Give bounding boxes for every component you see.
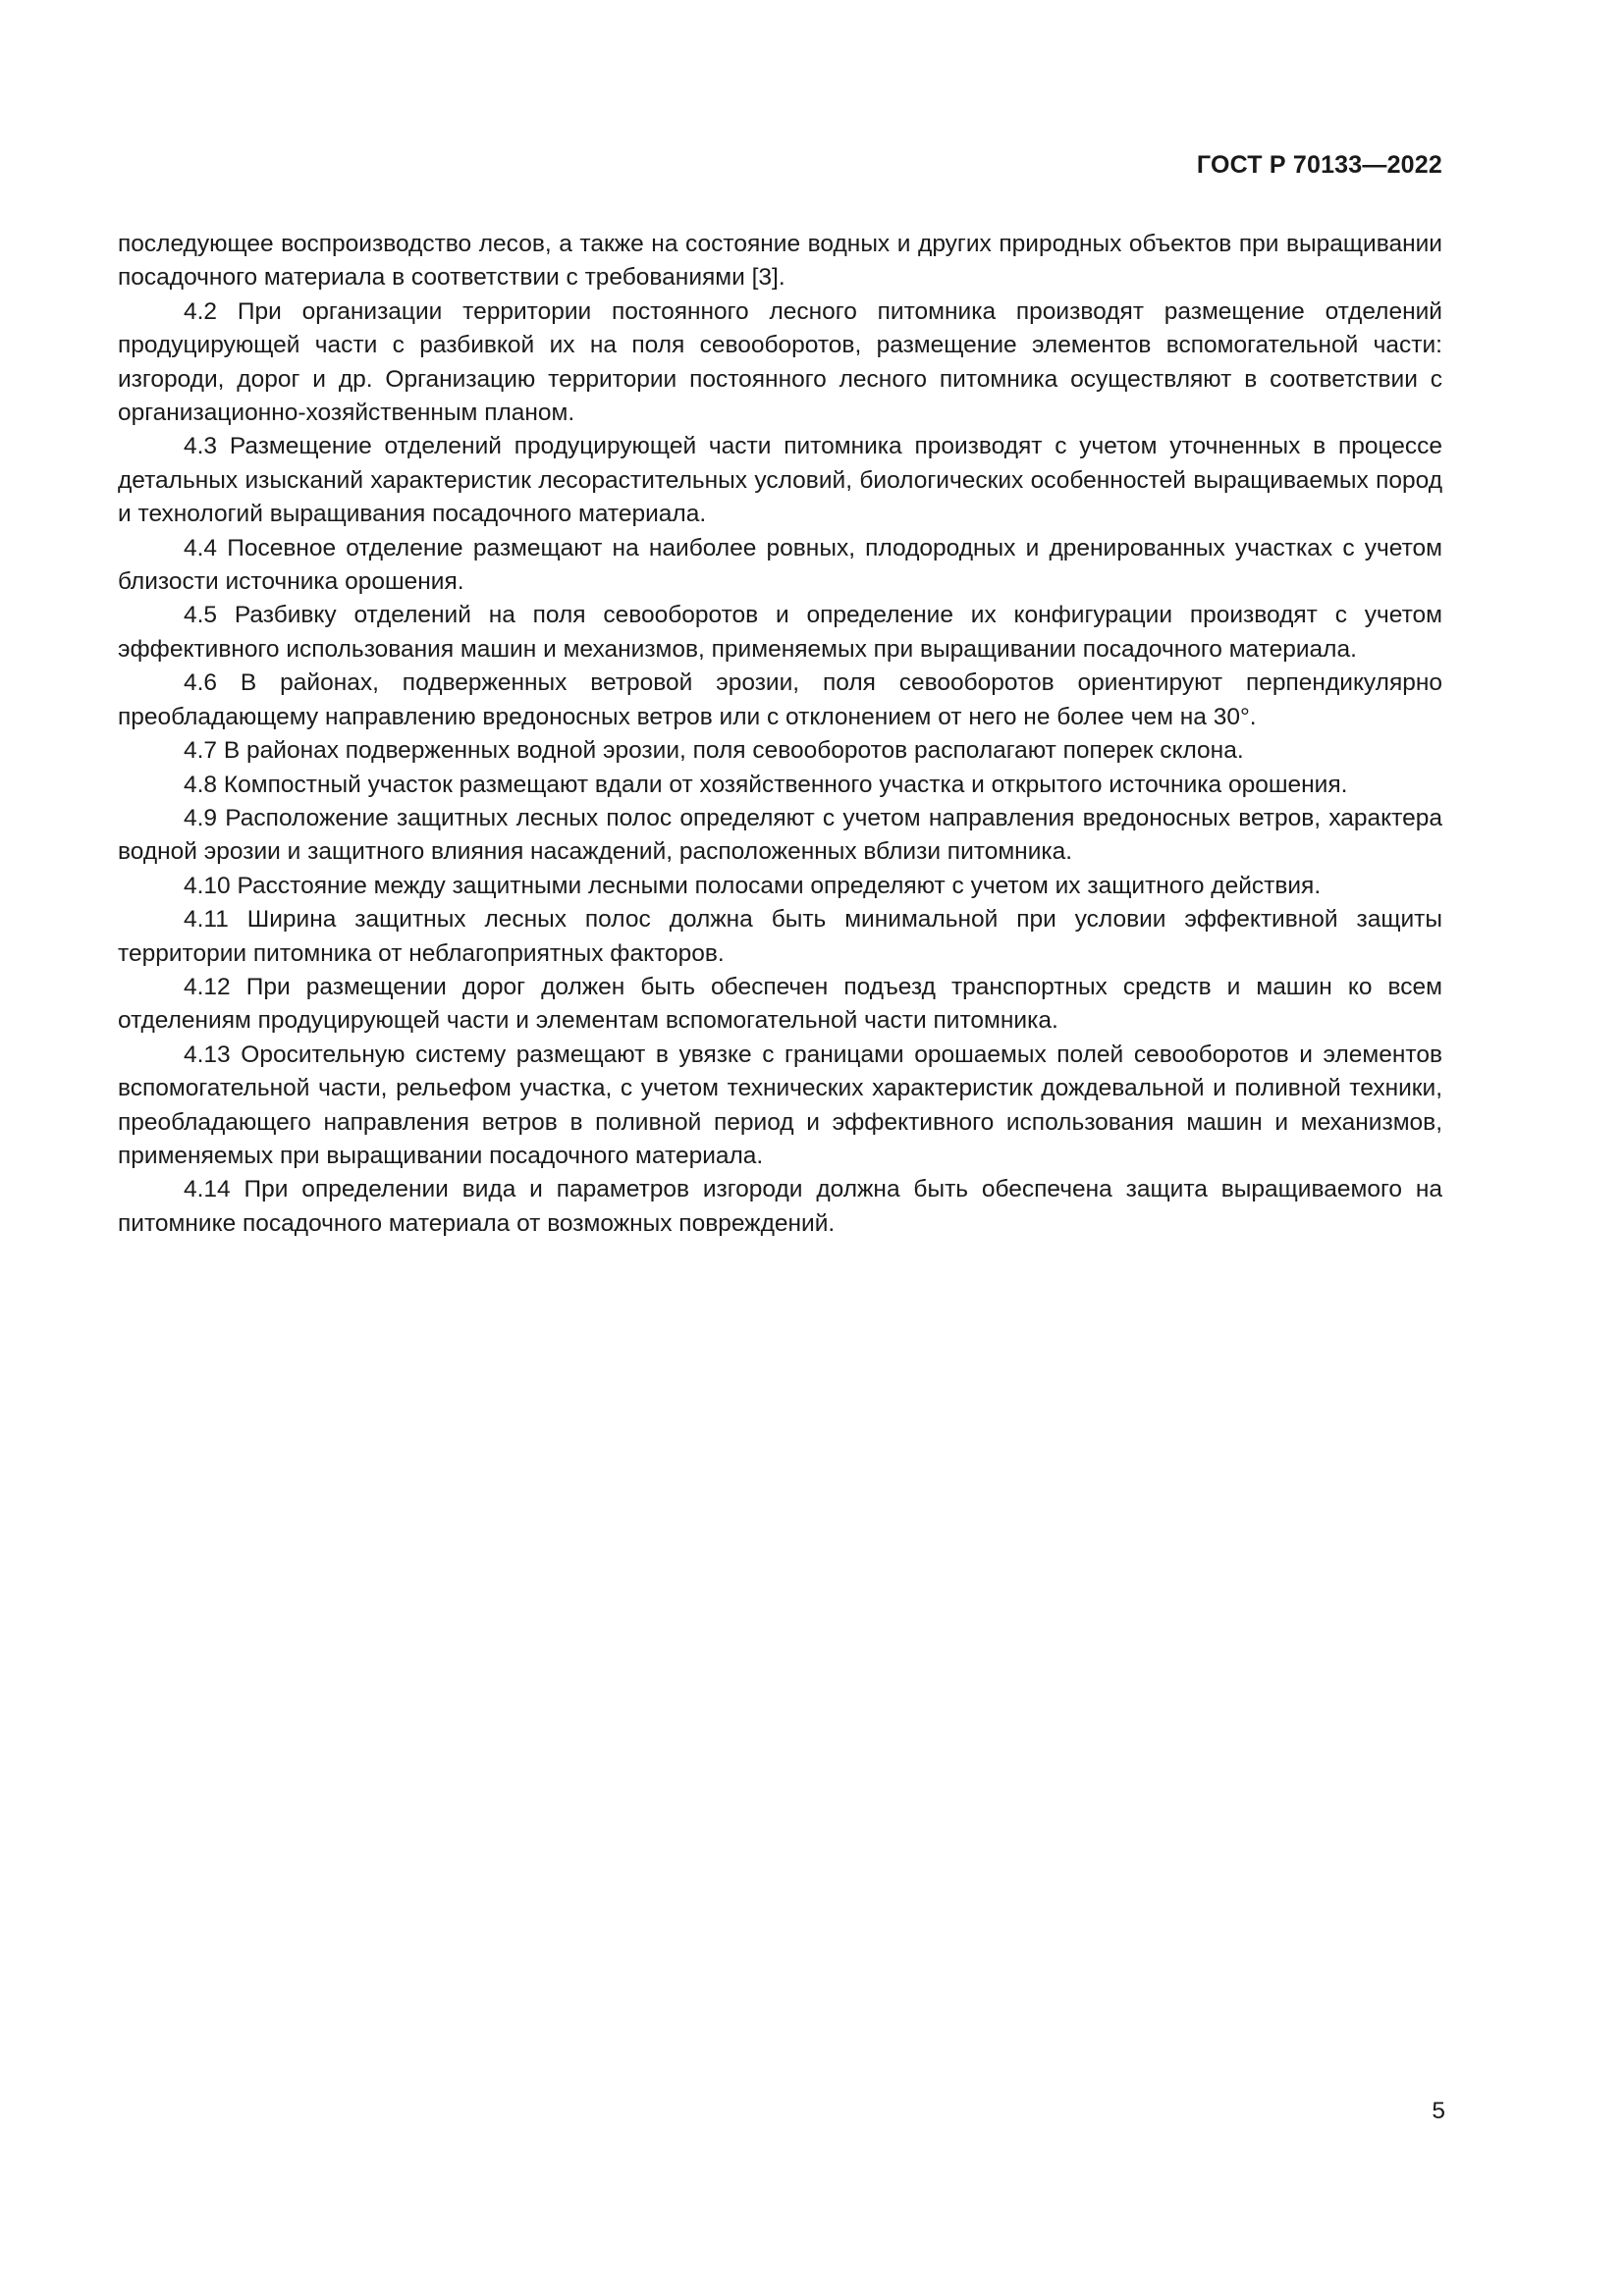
paragraph-4-3: 4.3 Размещение отделений продуцирующей части питомника производят с учетом уточненных в процессе детальных изысканий характеристик лесорастительных условий, биологических особенностей выращиваемых пород и технологий выращивания посадочного материала. <box>118 433 1442 528</box>
paragraph-4-2: 4.2 При организации территории постоянного лесного питомника производят размещение отделений продуцирующей части с разбивкой их на поля севооборотов, размещение элементов вспомогательной части: изгороди, дорог и др. Организацию территории постоянного лесного питомника осуществляют в соответствии с организационно-хозяйственным планом. <box>118 297 1442 427</box>
document-code: ГОСТ Р 70133—2022 <box>1196 151 1442 179</box>
paragraph-4-13: 4.13 Оросительную систему размещают в увязке с границами орошаемых полей севооборотов и элементов вспомогательной части, рельефом участка, с учетом технических характеристик дождевальной и поливной техники, преобладающего направления ветров в поливной период и эффективного использования машин и механизмов, применяемых при выращивании посадочного материала. <box>118 1041 1442 1169</box>
paragraph-4-4: 4.4 Посевное отделение размещают на наиболее ровных, плодородных и дренированных участках с учетом близости источника орошения. <box>118 534 1442 596</box>
paragraph-4-6: 4.6 В районах, подверженных ветровой эрозии, поля севооборотов ориентируют перпендикулярно преобладающему направлению вредоносных ветров или с отклонением от него не более чем на 30°. <box>118 669 1442 730</box>
paragraph-4-11: 4.11 Ширина защитных лесных полос должна быть минимальной при условии эффективной защиты территории питомника от неблагоприятных факторов. <box>118 906 1442 967</box>
paragraph-4-10: 4.10 Расстояние между защитными лесными полосами определяют с учетом их защитного действия. <box>184 872 1322 899</box>
paragraph-4-5: 4.5 Разбивку отделений на поля севооборотов и определение их конфигурации производят с учетом эффективного использования машин и механизмов, применяемых при выращивании посадочного материала. <box>118 602 1442 663</box>
paragraph-4-9: 4.9 Расположение защитных лесных полос определяют с учетом направления вредоносных ветров, характера водной эрозии и защитного влияния насаждений, расположенных вблизи питомника. <box>118 804 1442 866</box>
page-number: 5 <box>1432 2098 1445 2124</box>
paragraph-4-7: 4.7 В районах подверженных водной эрозии, поля севооборотов располагают поперек склона. <box>184 737 1244 765</box>
document-body <box>118 228 1442 1241</box>
paragraph-4-14: 4.14 При определении вида и параметров изгороди должна быть обеспечена защита выращиваемого на питомнике посадочного материала от возможных повреждений. <box>118 1176 1442 1237</box>
paragraph-4-8: 4.8 Компостный участок размещают вдали от хозяйственного участка и открытого источника орошения. <box>184 771 1348 798</box>
paragraph-continuation: последующее воспроизводство лесов, а также на состояние водных и других природных объектов при выращивании посадочного материала в соответствии с требованиями [3]. <box>118 231 1442 292</box>
paragraph-4-12: 4.12 При размещении дорог должен быть обеспечен подъезд транспортных средств и машин ко всем отделениям продуцирующей части и элементам вспомогательной части питомника. <box>118 973 1442 1035</box>
